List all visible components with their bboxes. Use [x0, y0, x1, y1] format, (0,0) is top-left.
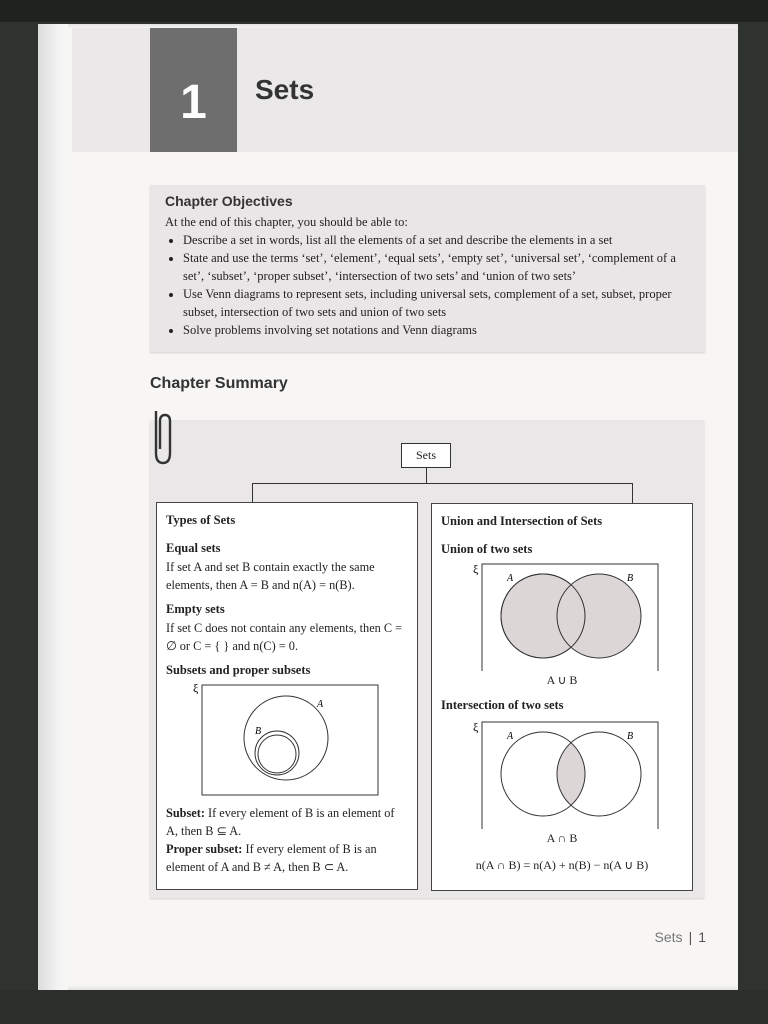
equal-sets-text: If set A and set B contain exactly the same elements, then A = B and n(A) = n(B). [166, 560, 375, 592]
proper-subset-text: If every element of B is an element of A and B ≠ A, then B ⊂ A. [166, 842, 377, 874]
set-b-label: B [255, 726, 262, 737]
union-venn-diagram [441, 559, 685, 671]
equal-sets-heading: Equal sets [166, 541, 221, 555]
subset-text: If every element of B is an element of A, then B ⊆ A. [166, 806, 395, 838]
objective-item: • Solve problems involving set notations and Venn diagrams [183, 321, 695, 339]
universal-symbol: ξ [193, 681, 199, 695]
types-of-sets-panel [156, 502, 418, 890]
types-of-sets-heading: Types of Sets [166, 513, 236, 527]
objective-item: • State and use the terms ‘set’, ‘element’, ‘equal sets’, ‘empty set’, ‘universal set’, ‘complement of a set’, ‘subset’, ‘proper subset’, ‘intersection of two sets’ and ‘union of two sets’ [183, 249, 695, 285]
union-label: A ∪ B [546, 673, 578, 687]
set-a-label: A [317, 699, 324, 710]
union-circle-b [557, 574, 641, 658]
set-a-label: A [507, 573, 514, 584]
union-heading: Union of two sets [441, 542, 533, 556]
tree-connector [252, 483, 253, 502]
footer-label: Sets [654, 929, 683, 945]
union-intersection-panel [431, 503, 693, 891]
universal-symbol: ξ [473, 562, 479, 576]
empty-sets-heading: Empty sets [166, 602, 225, 616]
paperclip-icon [148, 407, 178, 469]
subset-term: Subset: [166, 806, 205, 820]
chapter-title: Sets [255, 74, 315, 105]
footer-separator: | [688, 929, 693, 945]
intersection-label: A ∩ B [546, 831, 578, 845]
page-footer [655, 929, 706, 945]
proper-subset-term: Proper subset: [166, 842, 243, 856]
proper-subset-definition [166, 840, 408, 876]
intersection-venn-diagram [441, 717, 685, 829]
objectives-list [165, 231, 695, 339]
intersection-heading: Intersection of two sets [441, 698, 564, 712]
chapter-number: 1 [150, 28, 237, 152]
intersection-formula: n(A ∩ B) = n(A) + n(B) − n(A ∪ B) [475, 858, 649, 872]
subsets-heading: Subsets and proper subsets [166, 663, 311, 677]
subset-definition [166, 804, 408, 840]
scan-edge-top [0, 0, 768, 22]
chapter-objectives-box [150, 185, 705, 352]
tree-connector [252, 483, 633, 484]
page-number: 1 [698, 929, 706, 945]
union-intersection-heading: Union and Intersection of Sets [441, 514, 603, 528]
page-spine-shadow [38, 24, 68, 990]
scan-edge-bottom [0, 990, 768, 1024]
tree-connector [426, 468, 427, 483]
summary-heading: Chapter Summary [150, 375, 288, 392]
set-a-label: A [507, 731, 514, 742]
subset-venn-diagram [166, 680, 410, 798]
sets-root-node: Sets [401, 443, 451, 468]
objectives-heading: Chapter Objectives [165, 193, 293, 209]
objectives-intro: At the end of this chapter, you should be able to: [165, 215, 408, 229]
tree-connector [632, 483, 633, 503]
objective-item: • Use Venn diagrams to represent sets, including universal sets, complement of a set, subset, proper subset, intersection of two sets and union of two sets [183, 285, 695, 321]
set-b-label: B [627, 731, 634, 742]
empty-sets-text: If set C does not contain any elements, then C = ∅ or C = { } and n(C) = 0. [166, 621, 403, 653]
objective-item: • Describe a set in words, list all the elements of a set and describe the elements in a set [183, 231, 695, 249]
universal-symbol: ξ [473, 720, 479, 734]
set-b-label: B [627, 573, 634, 584]
